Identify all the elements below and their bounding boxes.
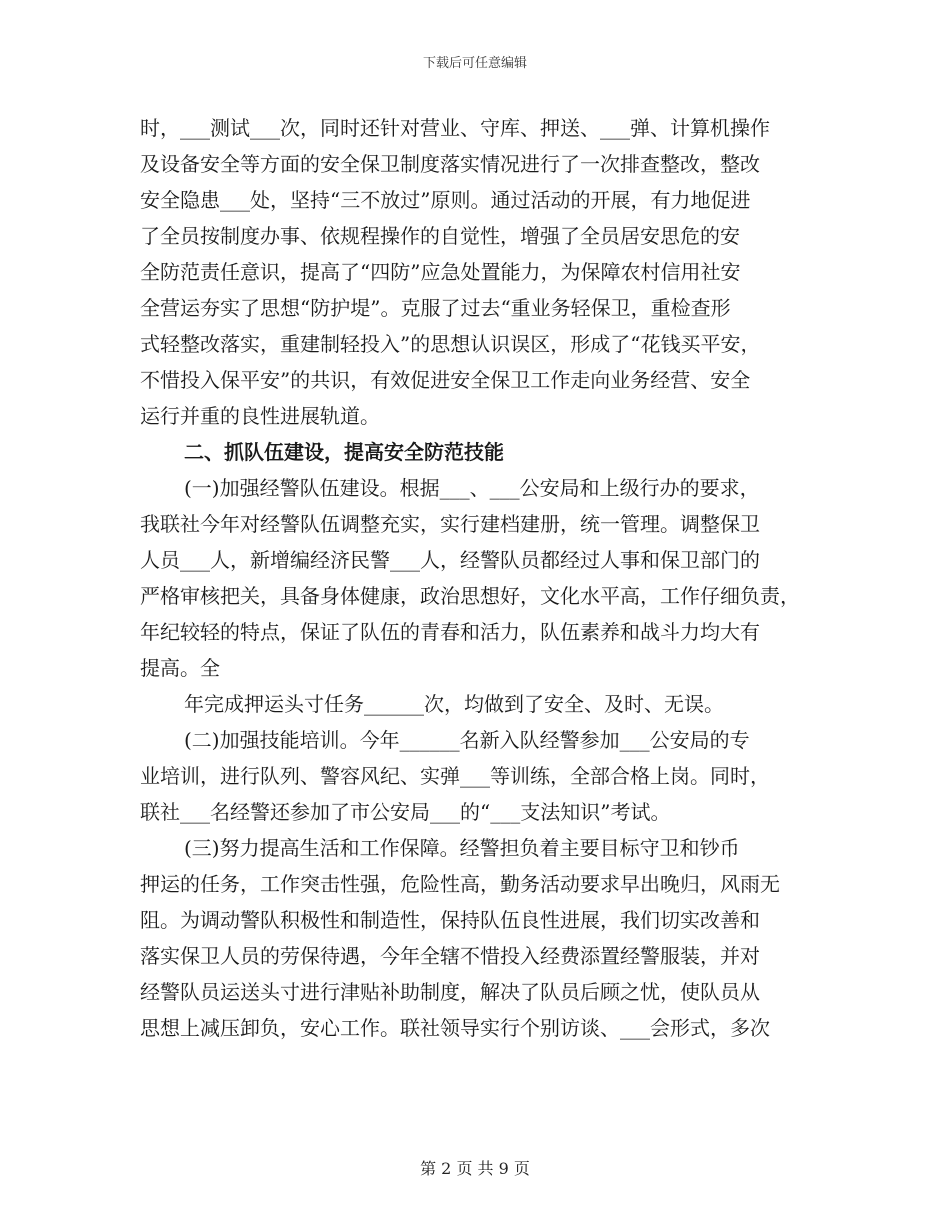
body-line: 人员___人，新增编经济民警___人，经警队员都经过人事和保卫部门的 bbox=[140, 548, 760, 572]
page-header-note: 下载后可任意编辑 bbox=[422, 56, 527, 71]
body-line: 落实保卫人员的劳保待遇，今年全辖不惜投入经费添置经警服装，并对 bbox=[140, 944, 760, 968]
body-line: 式轻整改落实，重建制轻投入”的思想认识误区，形成了“花钱买平安， bbox=[140, 332, 761, 356]
body-line: 及设备安全等方面的安全保卫制度落实情况进行了一次排查整改，整改 bbox=[140, 152, 760, 176]
body-line: 时，___测试___次，同时还针对营业、守库、押送、___弹、计算机操作 bbox=[140, 116, 770, 140]
body-line: 业培训，进行队列、警容风纪、实弹___等训练，全部合格上岗。同时， bbox=[140, 764, 770, 788]
body-line: (一)加强经警队伍建设。根据___、___公安局和上级行办的要求， bbox=[184, 476, 760, 500]
body-line: (二)加强技能培训。今年______名新入队经警参加___公安局的专 bbox=[184, 728, 750, 752]
body-line: 联社___名经警还参加了市公安局___的“___支法知识”考试。 bbox=[140, 800, 671, 824]
body-line: 严格审核把关，具备身体健康，政治思想好，文化水平高，工作仔细负责， bbox=[140, 584, 800, 608]
body-line: 不惜投入保平安”的共识，有效促进安全保卫工作走向业务经营、安全 bbox=[140, 368, 751, 392]
body-line: 我联社今年对经警队伍调整充实，实行建档建册，统一管理。调整保卫 bbox=[140, 512, 760, 536]
body-line: 经警队员运送头寸进行津贴补助制度，解决了队员后顾之忧，使队员从 bbox=[140, 980, 760, 1004]
body-line: 年纪较轻的特点，保证了队伍的青春和活力，队伍素养和战斗力均大有 bbox=[140, 620, 760, 644]
body-line: 了全员按制度办事、依规程操作的自觉性，增强了全员居安思危的安 bbox=[140, 224, 740, 248]
page-number: 第 2 页 共 9 页 bbox=[420, 1159, 530, 1178]
body-line: 运行并重的良性进展轨道。 bbox=[140, 404, 380, 428]
body-line: 提高。全 bbox=[140, 656, 220, 680]
body-line: 全营运夯实了思想“防护堤”。克服了过去“重业务轻保卫，重检查形 bbox=[140, 296, 731, 320]
body-line: 押运的任务，工作突击性强，危险性高，勤务活动要求早出晚归，风雨无 bbox=[140, 872, 780, 896]
document-body bbox=[140, 110, 810, 1046]
section-heading: 二、抓队伍建设，提高安全防范技能 bbox=[184, 440, 504, 464]
body-line: 安全隐患___处，坚持“三不放过”原则。通过活动的开展，有力地促进 bbox=[140, 188, 751, 212]
body-line: 全防范责任意识，提高了“四防”应急处置能力，为保障农村信用社安 bbox=[140, 260, 741, 284]
body-line: 阻。为调动警队积极性和制造性，保持队伍良性进展，我们切实改善和 bbox=[140, 908, 760, 932]
body-line: 年完成押运头寸任务______次，均做到了安全、及时、无误。 bbox=[184, 692, 724, 716]
body-line: 思想上减压卸负，安心工作。联社领导实行个别访谈、___会形式，多次 bbox=[140, 1016, 770, 1040]
body-line: (三)努力提高生活和工作保障。经警担负着主要目标守卫和钞币 bbox=[184, 836, 740, 860]
